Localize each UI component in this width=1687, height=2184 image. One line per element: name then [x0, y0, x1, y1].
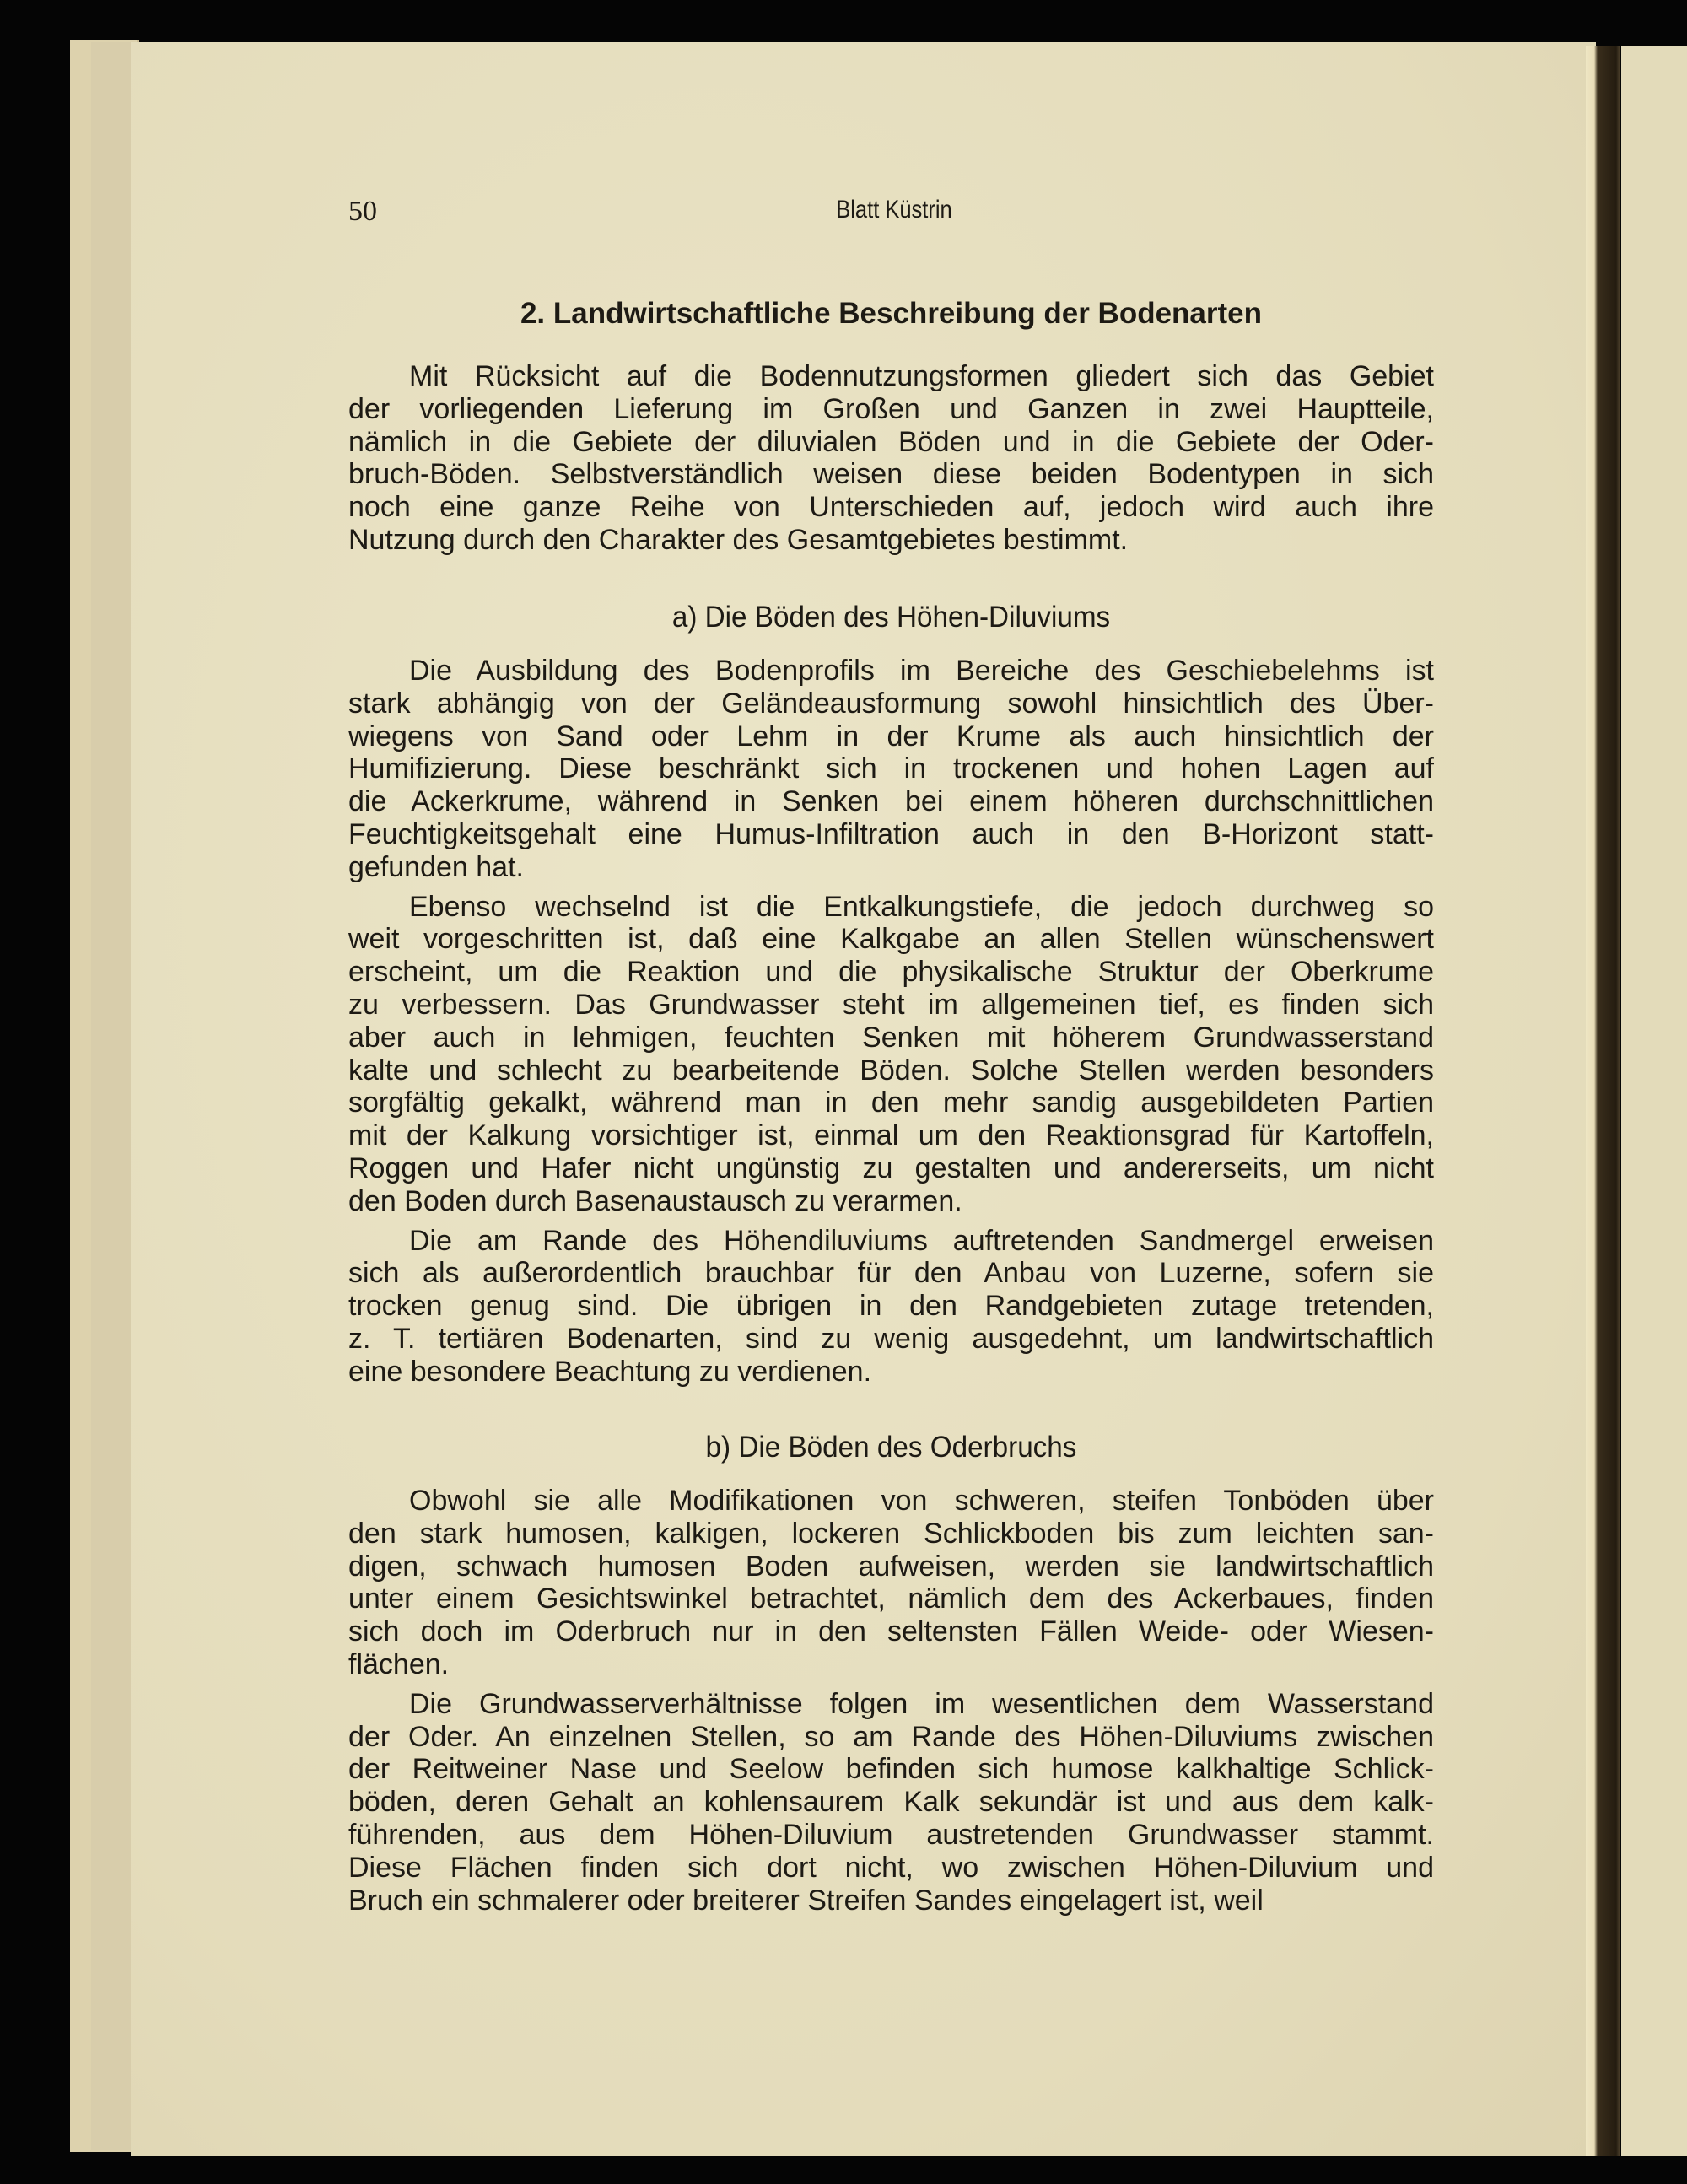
page-number: 50	[348, 196, 377, 227]
text-line: die Ackerkrume, während in Senken bei einem höheren durchschnittlichen	[348, 785, 1434, 818]
paragraph	[348, 1688, 1434, 1917]
text-line: zu verbessern. Das Grundwasser steht im allgemeinen tief, es finden sich	[348, 988, 1434, 1021]
text-line: unter einem Gesichtswinkel betrachtet, nämlich dem des Ackerbaues, finden	[348, 1583, 1434, 1615]
text-line: wiegens von Sand oder Lehm in der Krume als auch hinsichtlich der	[348, 720, 1434, 752]
text-line: Feuchtigkeitsgehalt eine Humus-Infiltration auch in den B-Horizont statt-	[348, 817, 1434, 850]
text-line: stark abhängig von der Geländeausformung sowohl hinsichtlich des Über-	[348, 687, 1434, 720]
text-line: kalte und schlecht zu bearbeitende Böden. Solche Stellen werden besonders	[348, 1054, 1434, 1087]
text-line: Diese Flächen finden sich dort nicht, wo zwischen Höhen-Diluvium und	[348, 1851, 1434, 1884]
text-line: aber auch in lehmigen, feuchten Senken mit höherem Grundwasserstand	[348, 1021, 1434, 1054]
text-line: flächen.	[348, 1647, 450, 1680]
section-title: 2. Landwirtschaftliche Beschreibung der Bodenarten	[520, 297, 1263, 330]
text-line: Mit Rücksicht auf die Bodennutzungsformen gliedert sich das Gebiet	[409, 360, 1434, 392]
text-line: den stark humosen, kalkigen, lockeren Schlickboden bis zum leichten san-	[348, 1517, 1434, 1550]
text-line: eine besondere Beachtung zu verdienen.	[348, 1355, 872, 1388]
text-line: bruch-Böden. Selbstverständlich weisen diese beiden Bodentypen in sich	[348, 458, 1434, 491]
book-gutter	[1586, 46, 1620, 2156]
text-line: sich doch im Oderbruch nur in den seltensten Fällen Weide- oder Wiesen-	[348, 1615, 1434, 1648]
text-line: Die Ausbildung des Bodenprofils im Bereiche des Geschiebelehms ist	[409, 655, 1434, 687]
text-line: Roggen und Hafer nicht ungünstig zu gestalten und andererseits, um nicht	[348, 1151, 1434, 1184]
running-title: Blatt Küstrin	[836, 196, 952, 224]
subsection-a-text	[348, 655, 1434, 1395]
text-line: Nutzung durch den Charakter des Gesamtgebietes bestimmt.	[348, 523, 1129, 556]
next-page-edge	[1621, 46, 1687, 2156]
text-line: Humifizierung. Diese beschränkt sich in trockenen und hohen Lagen auf	[348, 752, 1434, 785]
text-line: sich als außerordentlich brauchbar für den Anbau von Luzerne, sofern sie	[348, 1257, 1434, 1290]
page-stack-edge	[91, 42, 136, 2150]
text-line: böden, deren Gehalt an kohlensaurem Kalk sekundär ist und aus dem kalk-	[348, 1786, 1434, 1819]
text-line: mit der Kalkung vorsichtiger ist, einmal um den Reaktionsgrad für Kartoffeln,	[348, 1119, 1434, 1152]
paragraph	[348, 1485, 1434, 1681]
text-line: Die Grundwasserverhältnisse folgen im wesentlichen dem Wasserstand	[409, 1687, 1434, 1720]
text-line: gefunden hat.	[348, 850, 524, 883]
subsection-b-title: b) Die Böden des Oderbruchs	[705, 1431, 1077, 1464]
text-line: Obwohl sie alle Modifikationen von schweren, steifen Tonböden über	[409, 1485, 1434, 1517]
text-line: nämlich in die Gebiete der diluvialen Böden und in die Gebiete der Oder-	[348, 425, 1434, 458]
text-line: der Reitweiner Nase und Seelow befinden sich humose kalkhaltige Schlick-	[348, 1753, 1434, 1786]
intro-text	[348, 360, 1434, 564]
text-line: Bruch ein schmalerer oder breiterer Streifen Sandes eingelagert ist, weil	[348, 1884, 1264, 1917]
text-line: z. T. tertiären Bodenarten, sind zu wenig ausgedehnt, um landwirtschaftlich	[348, 1322, 1434, 1355]
text-line: erscheint, um die Reaktion und die physikalische Struktur der Oberkrume	[348, 956, 1434, 989]
text-line: noch eine ganze Reihe von Unterschieden auf, jedoch wird auch ihre	[348, 491, 1434, 524]
text-line: den Boden durch Basenaustausch zu verarmen.	[348, 1184, 962, 1217]
text-line: Die am Rande des Höhendiluviums auftretenden Sandmergel erweisen	[409, 1224, 1434, 1257]
paragraph	[348, 891, 1434, 1218]
paragraph	[348, 655, 1434, 884]
text-line: sorgfältig gekalkt, während man in den mehr sandig ausgebildeten Partien	[348, 1087, 1434, 1119]
paragraph	[348, 360, 1434, 557]
text-line: der vorliegenden Lieferung im Großen und Ganzen in zwei Hauptteile,	[348, 392, 1434, 425]
text-line: digen, schwach humosen Boden aufweisen, werden sie landwirtschaftlich	[348, 1550, 1434, 1583]
text-line: führenden, aus dem Höhen-Diluvium austretenden Grundwasser stammt.	[348, 1818, 1434, 1851]
text-line: der Oder. An einzelnen Stellen, so am Rande des Höhen-Diluviums zwischen	[348, 1720, 1434, 1753]
subsection-b-text	[348, 1485, 1434, 1923]
subsection-a-title: a) Die Böden des Höhen-Diluviums	[671, 601, 1111, 634]
paragraph	[348, 1225, 1434, 1389]
text-line: Ebenso wechselnd ist die Entkalkungstiefe, die jedoch durchweg so	[409, 890, 1434, 923]
text-line: weit vorgeschritten ist, daß eine Kalkgabe an allen Stellen wünschenswert	[348, 923, 1434, 956]
text-line: trocken genug sind. Die übrigen in den Randgebieten zutage tretenden,	[348, 1290, 1434, 1323]
